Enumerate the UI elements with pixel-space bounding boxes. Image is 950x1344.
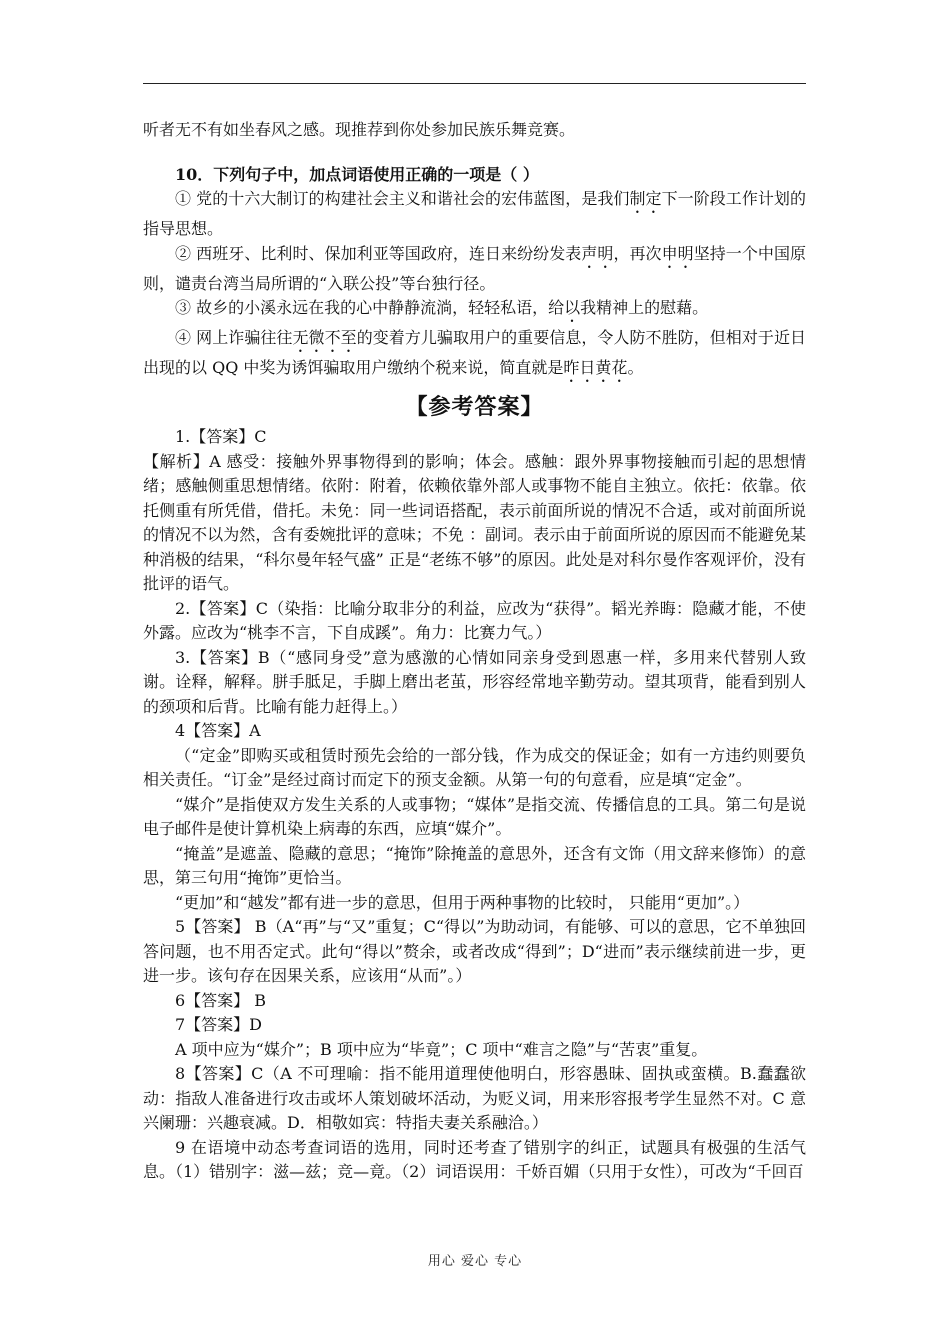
option-3: ③ 故乡的小溪永远在我的心中静静流淌，轻轻私语，给以我精神上的慰藉。 <box>175 298 709 317</box>
answers-heading: 【参考答案】 <box>405 395 544 420</box>
answer-4-note-2: “媒介”是指使双方发生关系的人或事物；“媒体”是指交流、传播信息的工具。第二句是说电子邮件是使计算机染上病毒的东西，应填“媒介”。 <box>143 794 806 838</box>
dotted-word: 昨日黄花 <box>563 358 628 377</box>
question-10: 10．下列句子中，加点词语使用正确的一项是（ ） <box>175 164 539 184</box>
dotted-word: 以 <box>564 298 581 317</box>
answer-8: 8【答案】C（A 不可理喻：指不能用道理使他明白，形容愚昧、固执或蛮横。B.蠢蠢欲动：指敌人准备进行攻击或坏人策划破坏活动，为贬义词，用来形容报考学生显然不对。C 意兴阑珊：兴趣衰减。D．相敬如宾：特指夫妻关系融洽。） <box>143 1064 806 1132</box>
answer-1-analysis: 【解析】A 感受：接触外界事物得到的影响；体会。感触：跟外界事物接触而引起的思想情绪；感触侧重思想情绪。依附：附着，依赖依靠外部人或事物不能自主独立。依托：依靠。依托侧重有所凭借，借托。未免：同一些词语搭配，表示前面所说的情况不合适，或对前面所说的情况不以为然，含有委婉批评的意味；不免 ：副词。表示由于前面所说的原因而不能避免某种消极的结果，“科尔曼年轻气盛” 正是“老练不够”的原因。此处是对科尔曼作客观评价，没有批评的语气。 <box>143 451 806 593</box>
answer-1: 1.【答案】C <box>175 427 267 446</box>
answer-4-note-4: “更加”和“越发”都有进一步的意思，但用于两种事物的比较时， 只能用“更加”。） <box>175 892 750 912</box>
dotted-word: 申明 <box>661 243 694 263</box>
answer-6: 6【答案】 B <box>175 990 267 1010</box>
dotted-word: 声明 <box>581 243 614 263</box>
continuation-line: 听者无不有如坐春风之感。现推荐到你处参加民族乐舞竞赛。 <box>143 120 576 139</box>
option-4: ④ 网上诈骗往往无微不至的变着方儿骗取用户的重要信息，令人防不胜防，但相对于近日出现的以 QQ 中奖为诱饵骗取用户缴纳个税来说，简直就是昨日黄花。 <box>143 328 806 377</box>
page-footer: 用心 爱心 专心 <box>427 1254 523 1269</box>
document-body <box>143 118 806 1185</box>
option-1: ① 党的十六大制订的构建社会主义和谐社会的宏伟蓝图，是我们制定下一阶段工作计划的指导思想。 <box>143 189 806 238</box>
answer-4-note-1: （“定金”即购买或租赁时预先会给的一部分钱，作为成交的保证金；如有一方违约则要负相关责任。“订金”是经过商讨而定下的预支金额。从第一句的句意看，应是填“定金”。 <box>143 745 806 789</box>
dotted-word: 制定 <box>629 189 662 208</box>
answer-5: 5【答案】 B（A“再”与“又”重复；C“得以”为助动词，有能够、可以的意思，它不单独回答问题，也不用否定式。此句“得以”赘余，或者改成“得到”；D“进而”表示继续前进一步，更进一步。该句存在因果关系，应该用“从而”。） <box>143 917 806 985</box>
answer-9: 9 在语境中动态考查词语的选用，同时还考查了错别字的纠正，试题具有极强的生活气息。（1）错别字：滋—兹；竞—竟。（2）词语误用：千娇百媚（只用于女性），可改为“千回百 <box>143 1137 806 1181</box>
answer-7-note: A 项中应为“媒介”；B 项中应为“毕竟”；C 项中“难言之隐”与“苦衷”重复。 <box>175 1039 708 1059</box>
answer-2: 2.【答案】C（染指：比喻分取非分的利益，应改为“获得”。韬光养晦：隐藏才能，不使外露。应改为“桃李不言，下自成蹊”。角力：比赛力气。） <box>143 598 806 642</box>
header-rule <box>143 83 806 84</box>
answer-3: 3.【答案】B（“感同身受”意为感激的心情如同亲身受到恩惠一样，多用来代替别人致谢。诠释，解释。胼手胝足，手脚上磨出老茧，形容经常地辛勤劳动。望其项背，能看到别人的颈项和后背。比喻有能力赶得上。） <box>143 647 806 716</box>
option-2: ② 西班牙、比利时、保加利亚等国政府，连日来纷纷发表声明，再次申明坚持一个中国原则，谴责台湾当局所谓的“入联公投”等台独行径。 <box>143 243 806 293</box>
answer-4: 4【答案】A <box>175 721 261 740</box>
dotted-word: 无微不至 <box>292 328 357 347</box>
answer-4-note-3: “掩盖”是遮盖、隐藏的意思；“掩饰”除掩盖的意思外，还含有文饰（用文辞来修饰）的意思，第三句用“掩饰”更恰当。 <box>143 843 806 887</box>
answer-7: 7【答案】D <box>175 1015 263 1034</box>
